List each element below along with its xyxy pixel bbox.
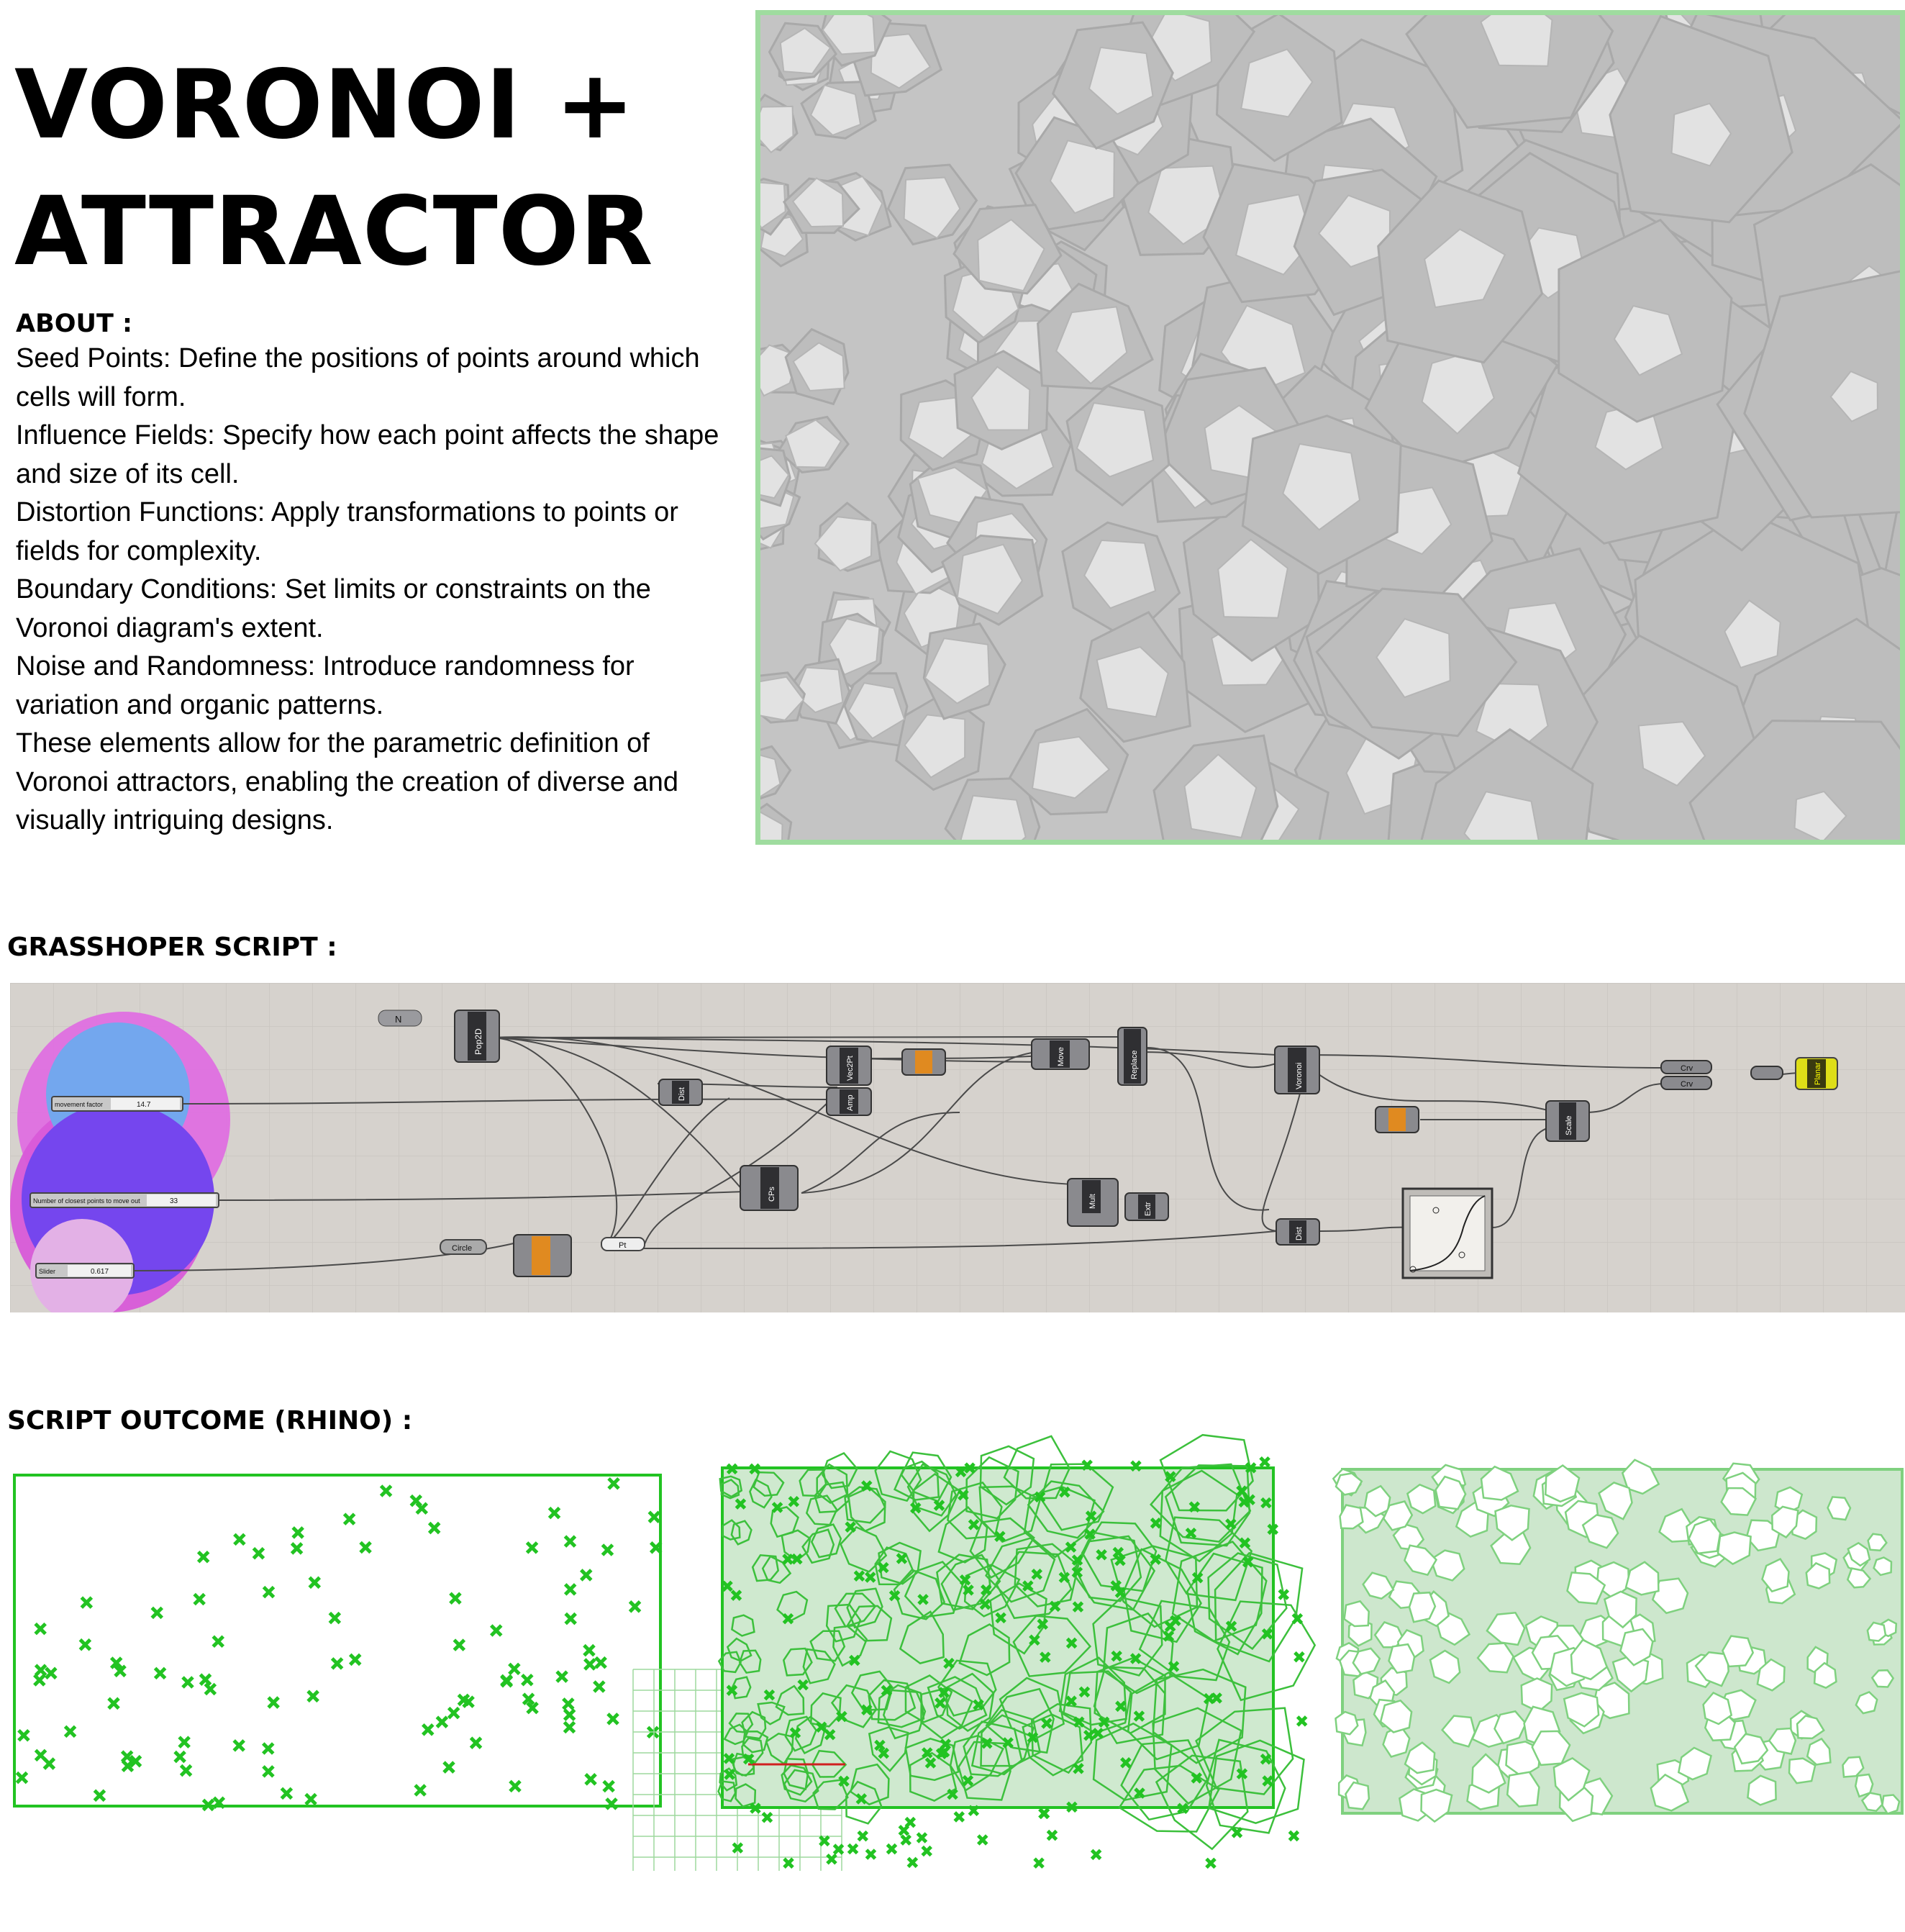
- rhino-final-voronoi-panel: [1333, 1460, 1902, 1822]
- point-marker: [444, 1762, 454, 1772]
- slider-label: Number of closest points to move out: [33, 1197, 140, 1205]
- point-marker: [604, 1781, 614, 1791]
- point-marker: [201, 1674, 211, 1684]
- point-marker: [564, 1723, 574, 1733]
- render-cell-hole: [961, 796, 1026, 840]
- point-marker: [527, 1543, 537, 1553]
- point-marker: [1206, 1859, 1215, 1867]
- component-dist: [659, 1079, 702, 1105]
- component-label: Voronoi: [1295, 1062, 1304, 1089]
- point-marker: [899, 1826, 908, 1835]
- component-cps: [740, 1166, 798, 1210]
- point-marker: [1298, 1717, 1306, 1725]
- component-crv-2: [1661, 1076, 1711, 1089]
- voronoi-render-image: [755, 10, 1905, 845]
- component-amp: [827, 1088, 871, 1115]
- slider-label: movement factor: [55, 1101, 104, 1108]
- point-marker: [179, 1737, 189, 1747]
- component-voronoi: [1275, 1046, 1319, 1094]
- component-label: Circle: [452, 1244, 473, 1253]
- component-label: Planar: [1814, 1062, 1822, 1085]
- point-marker: [213, 1636, 223, 1646]
- point-marker: [345, 1514, 355, 1524]
- render-cells: [760, 15, 1900, 840]
- component-label: Amp: [846, 1094, 855, 1111]
- rhino-voronoi-points-panel: [633, 1435, 1315, 1871]
- component-label: Replace: [1130, 1050, 1139, 1079]
- point-marker: [557, 1672, 567, 1682]
- point-marker: [17, 1773, 27, 1783]
- point-marker: [887, 1845, 896, 1854]
- point-marker: [152, 1607, 162, 1618]
- point-marker: [437, 1717, 447, 1727]
- point-marker: [80, 1640, 90, 1650]
- title-line-1: VORONOI +: [14, 50, 636, 160]
- grasshopper-svg: [10, 983, 1905, 1312]
- point-marker: [235, 1534, 245, 1544]
- about-list: [16, 340, 728, 840]
- component-label: Crv: [1681, 1064, 1693, 1073]
- point-marker: [46, 1668, 56, 1678]
- point-marker: [522, 1675, 532, 1685]
- point-marker: [309, 1577, 319, 1587]
- point-marker: [858, 1832, 867, 1841]
- point-marker: [381, 1486, 391, 1496]
- point-marker: [181, 1766, 191, 1776]
- point-marker: [449, 1708, 459, 1718]
- voronoi-cell-opening: [1340, 1505, 1363, 1529]
- voronoi-cell-opening: [1422, 1790, 1452, 1822]
- component-mult: [1068, 1179, 1118, 1226]
- point-marker: [194, 1595, 204, 1605]
- rhino-heading: SCRIPT OUTCOME (RHINO) :: [7, 1406, 413, 1436]
- voronoi-cell-opening: [1855, 1774, 1873, 1797]
- point-marker: [19, 1731, 29, 1741]
- component-label: Pt: [619, 1241, 627, 1250]
- point-marker: [199, 1552, 209, 1562]
- point-marker: [866, 1850, 875, 1859]
- about-heading: ABOUT :: [16, 309, 132, 338]
- component-label: Move: [1057, 1047, 1065, 1066]
- point-marker: [608, 1714, 618, 1724]
- point-marker: [563, 1699, 573, 1709]
- component-move: [1032, 1039, 1089, 1069]
- page-title: [14, 42, 654, 295]
- rhino-outcome-area: [0, 1396, 1905, 1928]
- point-marker: [329, 1613, 340, 1623]
- point-marker: [585, 1659, 595, 1669]
- point-marker: [1289, 1831, 1298, 1840]
- point-marker: [81, 1597, 91, 1607]
- point-marker: [491, 1625, 501, 1636]
- component-planar: [1796, 1058, 1837, 1089]
- component-extr: [1125, 1193, 1168, 1220]
- point-marker: [978, 1836, 987, 1844]
- point-marker: [36, 1665, 46, 1675]
- component-label: Extr: [1144, 1202, 1152, 1216]
- slider-generic[interactable]: [36, 1264, 134, 1278]
- point-marker: [264, 1587, 274, 1597]
- point-marker: [1035, 1859, 1043, 1867]
- component-label: Vec2Pt: [846, 1056, 855, 1081]
- point-marker: [565, 1710, 575, 1720]
- point-marker: [36, 1750, 46, 1760]
- point-marker: [1233, 1828, 1242, 1837]
- point-marker: [849, 1845, 858, 1854]
- point-marker: [35, 1624, 45, 1634]
- slider-movement-factor[interactable]: [52, 1097, 183, 1111]
- point-marker: [630, 1602, 640, 1612]
- point-marker: [332, 1659, 342, 1669]
- component-label: Scale: [1565, 1115, 1573, 1135]
- component-pop2d: [455, 1010, 499, 1062]
- point-marker: [908, 1858, 917, 1867]
- point-marker: [253, 1548, 263, 1559]
- point-marker: [609, 1479, 619, 1489]
- component-python-3: [514, 1235, 571, 1276]
- title-line-2: ATTRACTOR: [14, 176, 654, 287]
- point-marker: [550, 1508, 560, 1518]
- component-label: Mult: [1088, 1194, 1097, 1209]
- point-marker: [917, 1833, 926, 1842]
- point-marker: [565, 1614, 576, 1624]
- about-item: Boundary Conditions: Set limits or constraints on the Voronoi diagram's extent.: [16, 574, 651, 643]
- about-item: Seed Points: Define the positions of points around which cells will form.: [16, 343, 700, 412]
- point-marker: [360, 1542, 370, 1552]
- point-marker: [308, 1691, 318, 1701]
- slider-value: 33: [170, 1197, 178, 1205]
- point-marker: [510, 1781, 520, 1791]
- point-marker: [268, 1697, 278, 1707]
- point-marker: [1295, 1653, 1304, 1661]
- point-marker: [350, 1654, 360, 1664]
- component-pt: [601, 1238, 645, 1251]
- graph-mapper[interactable]: [1403, 1189, 1492, 1278]
- point-marker: [263, 1743, 273, 1754]
- point-marker: [602, 1545, 612, 1555]
- component-crv-1: [1661, 1061, 1711, 1074]
- point-marker: [205, 1684, 215, 1694]
- point-marker: [183, 1677, 193, 1687]
- seed-points: [17, 1479, 660, 1810]
- point-marker: [784, 1859, 793, 1867]
- about-item: Distortion Functions: Apply transformations to points or fields for complexity.: [16, 497, 678, 566]
- point-marker: [292, 1543, 302, 1554]
- point-marker: [1047, 1831, 1056, 1840]
- component-label: Crv: [1681, 1080, 1693, 1089]
- point-marker: [565, 1584, 576, 1595]
- slider-value: 14.7: [137, 1101, 151, 1109]
- component-crv-3: [1751, 1066, 1783, 1079]
- about-item: These elements allow for the parametric definition of Voronoi attractors, enabling the creation of diverse and visually intriguing designs.: [16, 728, 679, 835]
- point-marker: [827, 1855, 836, 1864]
- point-marker: [581, 1570, 591, 1580]
- point-marker: [94, 1790, 104, 1800]
- about-item: Influence Fields: Specify how each point affects the shape and size of its cell.: [16, 420, 719, 489]
- component-replace: [1118, 1028, 1147, 1085]
- component-python-2: [1376, 1107, 1419, 1133]
- component-dist-2: [1276, 1219, 1319, 1245]
- rhino-points-panel: [14, 1475, 661, 1810]
- point-marker: [509, 1664, 519, 1674]
- point-marker: [594, 1682, 604, 1692]
- point-marker: [586, 1774, 596, 1784]
- voronoi-render-svg: [760, 15, 1900, 840]
- point-marker: [450, 1593, 460, 1603]
- slider-label: Slider: [39, 1268, 56, 1275]
- point-marker: [263, 1767, 273, 1777]
- component-circle: [440, 1240, 486, 1254]
- point-marker: [565, 1536, 575, 1546]
- voronoi-cell-opening: [1882, 1795, 1899, 1814]
- point-marker: [234, 1741, 244, 1751]
- component-scale: [1546, 1101, 1589, 1141]
- component-vec2pt: [827, 1046, 871, 1085]
- point-marker: [649, 1512, 659, 1522]
- point-marker: [423, 1725, 433, 1735]
- point-marker: [175, 1752, 185, 1762]
- point-marker: [763, 1813, 771, 1822]
- point-marker: [65, 1726, 76, 1736]
- point-marker: [281, 1788, 291, 1798]
- point-marker: [109, 1698, 119, 1708]
- grasshopper-heading: GRASSHOPER SCRIPT :: [7, 933, 337, 962]
- point-marker: [471, 1738, 481, 1748]
- point-marker: [429, 1523, 440, 1533]
- component-label: CPs: [768, 1187, 776, 1202]
- rhino-svg: [0, 1396, 1905, 1928]
- point-marker: [306, 1794, 316, 1804]
- component-label: Dist: [1295, 1227, 1304, 1241]
- point-marker: [415, 1785, 425, 1795]
- point-marker: [596, 1658, 606, 1668]
- point-marker: [1092, 1850, 1101, 1859]
- component-label: Dist: [678, 1087, 686, 1101]
- component-python-1: [902, 1049, 945, 1075]
- grasshopper-canvas[interactable]: [10, 983, 1905, 1312]
- point-marker: [454, 1640, 464, 1650]
- about-item: Noise and Randomness: Introduce randomness for variation and organic patterns.: [16, 651, 635, 720]
- point-marker: [584, 1646, 594, 1656]
- voronoi-cell-opening: [1828, 1497, 1850, 1520]
- point-marker: [901, 1836, 910, 1844]
- point-marker: [155, 1668, 165, 1678]
- point-marker: [35, 1675, 45, 1685]
- point-marker: [922, 1846, 931, 1855]
- point-marker: [293, 1528, 303, 1538]
- param-n-label: N: [395, 1014, 402, 1025]
- component-label: Pop2D: [473, 1028, 483, 1055]
- slider-value: 0.617: [91, 1268, 109, 1276]
- point-marker: [955, 1813, 963, 1821]
- slider-closest-points[interactable]: [30, 1193, 219, 1207]
- point-marker: [1260, 1458, 1269, 1466]
